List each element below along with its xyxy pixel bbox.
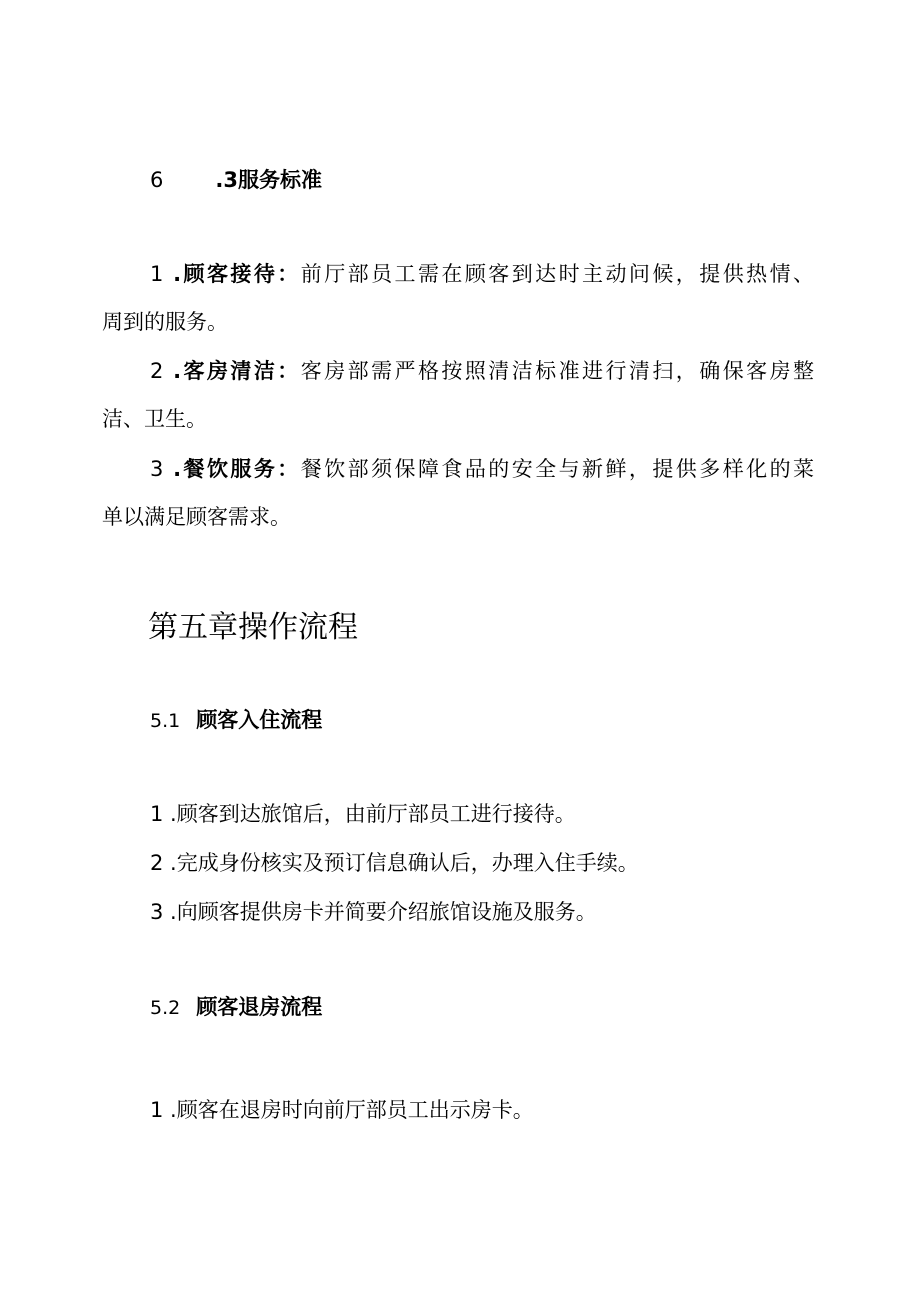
- standard-item-1-line2: 周到的服务。: [102, 310, 228, 334]
- section-6-3-title: .3服务标准: [215, 168, 322, 192]
- section-5-1-heading: [150, 704, 322, 734]
- standard-item-2-text: 客房部需严格按照清洁标准进行清扫，确保客房整: [300, 359, 815, 383]
- standard-item-1-line1: 1 .顾客接待：前厅部员工需在顾客到达时主动问候，提供热情、: [150, 262, 815, 286]
- chapter-5-title: 第五章操作流程: [148, 610, 358, 645]
- standard-item-2-num: 2: [150, 359, 164, 383]
- checkin-step-3: 3 .向顾客提供房卡并简要介绍旅馆设施及服务。: [150, 900, 597, 924]
- standard-item-3-line1: 3 .餐饮服务：餐饮部须保障食品的安全与新鲜，提供多样化的菜: [150, 457, 815, 481]
- checkin-step-1: 1 .顾客到达旅馆后，由前厅部员工进行接待。: [150, 802, 576, 826]
- standard-item-1-num: 1: [150, 262, 164, 286]
- standard-item-2-line1: 2 .客房清洁：客房部需严格按照清洁标准进行清扫，确保客房整: [150, 359, 815, 383]
- checkin-step-2: 2 .完成身份核实及预订信息确认后，办理入住手续。: [150, 851, 639, 875]
- standard-item-3-text: 餐饮部须保障食品的安全与新鲜，提供多样化的菜: [300, 457, 815, 481]
- section-5-2-heading: [150, 991, 322, 1021]
- standard-item-2-label: 客房清洁：: [181, 359, 301, 383]
- standard-item-3-num: 3: [150, 457, 164, 481]
- checkout-step-1: 1 .顾客在退房时向前厅部员工出示房卡。: [150, 1098, 534, 1122]
- section-5-2-title: 顾客退房流程: [196, 995, 323, 1019]
- standard-item-1-label: 顾客接待：: [181, 262, 301, 286]
- section-5-2-num: 5.2: [150, 997, 181, 1019]
- standard-item-2-line2: 洁、卫生。: [102, 407, 207, 431]
- section-5-1-num: 5.1: [150, 710, 181, 732]
- section-6-3-heading: [150, 164, 322, 194]
- standard-item-3-label: 餐饮服务：: [181, 457, 301, 481]
- standard-item-1-text: 前厅部员工需在顾客到达时主动问候，提供热情、: [300, 262, 815, 286]
- section-6-3-num-a: 6: [150, 168, 164, 192]
- section-5-1-title: 顾客入住流程: [196, 708, 323, 732]
- standard-item-3-line2: 单以满足顾客需求。: [102, 505, 291, 529]
